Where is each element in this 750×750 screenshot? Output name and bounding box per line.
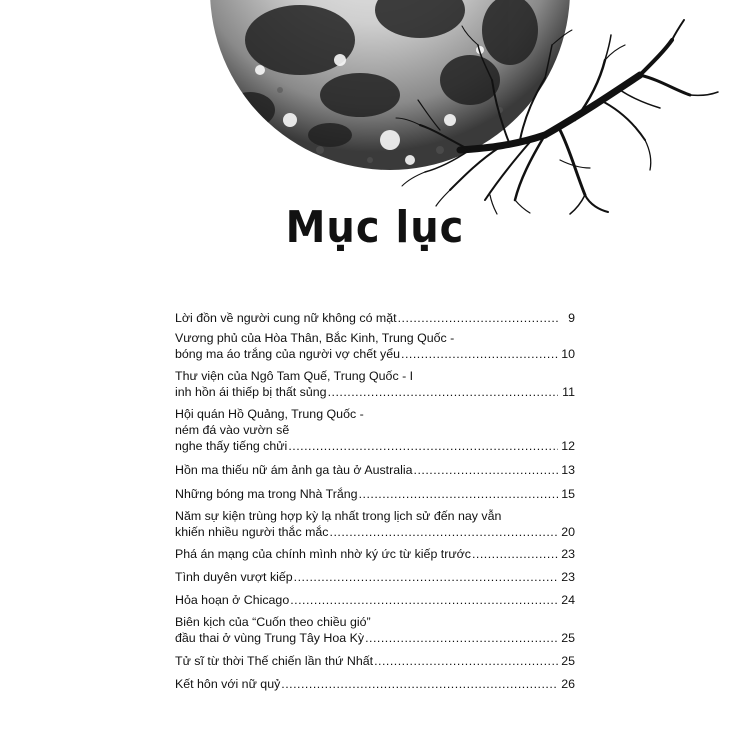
toc-entry-title-line: đầu thai ở vùng Trung Tây Hoa Kỳ bbox=[175, 631, 365, 645]
toc-entry-last-line bbox=[175, 524, 575, 540]
toc-page-number: 24 bbox=[561, 593, 575, 607]
toc-entry-title-line: Hội quán Hồ Quảng, Trung Quốc - bbox=[175, 407, 364, 421]
toc-entry-title-line: Biên kịch của “Cuốn theo chiều gió” bbox=[175, 615, 371, 629]
dot-leader bbox=[330, 524, 559, 540]
toc-entry-title-line: Hồn ma thiếu nữ ám ảnh ga tàu ở Australia bbox=[175, 463, 413, 477]
toc-page-number: 15 bbox=[561, 487, 575, 501]
toc-entry bbox=[175, 653, 575, 669]
toc-entry bbox=[175, 569, 575, 585]
toc-entry bbox=[175, 310, 575, 326]
dot-leader bbox=[328, 384, 558, 400]
moon-and-branch-illustration bbox=[0, 0, 750, 215]
toc-entry-title-line: bóng ma áo trắng của người vợ chết yểu bbox=[175, 347, 400, 361]
dot-leader bbox=[288, 438, 558, 454]
toc-page-number: 11 bbox=[562, 385, 575, 399]
toc-page-number: 25 bbox=[561, 654, 575, 668]
toc-entry-last-line bbox=[175, 384, 575, 400]
dot-leader bbox=[398, 310, 558, 326]
dot-leader bbox=[472, 546, 558, 562]
toc-entry-title-line: Kết hôn với nữ quỷ bbox=[175, 677, 281, 691]
dot-leader bbox=[374, 653, 558, 669]
toc-entry bbox=[175, 508, 575, 540]
toc-entry bbox=[175, 486, 575, 502]
toc-entry-title-line: ném đá vào vườn sẽ bbox=[175, 423, 290, 437]
toc-entry-title-line: Tình duyên vượt kiếp bbox=[175, 570, 293, 584]
toc-page-number: 26 bbox=[561, 677, 575, 691]
toc-entry-title-line: Phá án mạng của chính mình nhờ ký ức từ kiếp trước bbox=[175, 547, 471, 561]
page-title: Mục lục bbox=[285, 203, 465, 253]
toc-entry-last-line bbox=[175, 310, 575, 326]
dot-leader bbox=[359, 486, 558, 502]
toc-page-number: 12 bbox=[561, 439, 575, 453]
toc-page-number: 9 bbox=[568, 311, 575, 325]
toc-entry-last-line bbox=[175, 676, 575, 692]
toc-page-number: 25 bbox=[561, 631, 575, 645]
toc-entry bbox=[175, 676, 575, 692]
toc-entry-title-line: Những bóng ma trong Nhà Trắng bbox=[175, 487, 358, 501]
toc-entry-title-line: Thư viện của Ngô Tam Quế, Trung Quốc - I bbox=[175, 369, 414, 383]
toc-page-number: 20 bbox=[561, 525, 575, 539]
toc-page-number: 23 bbox=[561, 570, 575, 584]
toc-page-number: 23 bbox=[561, 547, 575, 561]
toc-entry-last-line bbox=[175, 569, 575, 585]
toc-entry bbox=[175, 546, 575, 562]
toc-entry-title-line: khiến nhiều người thắc mắc bbox=[175, 525, 329, 539]
dot-leader bbox=[290, 592, 558, 608]
dot-leader bbox=[414, 462, 558, 478]
toc-entry-last-line bbox=[175, 438, 575, 454]
toc-entry bbox=[175, 592, 575, 608]
toc-entry bbox=[175, 330, 575, 362]
dot-leader bbox=[401, 346, 558, 362]
dot-leader bbox=[294, 569, 558, 585]
toc-entry-last-line bbox=[175, 486, 575, 502]
toc-entry-title-line: Lời đồn về người cung nữ không có mặt bbox=[175, 311, 397, 325]
toc-entry bbox=[175, 406, 575, 454]
toc-entry bbox=[175, 368, 575, 400]
toc-entry-last-line bbox=[175, 592, 575, 608]
toc-entry bbox=[175, 462, 575, 478]
toc-entry bbox=[175, 614, 575, 646]
toc-entry-title-line: inh hồn ái thiếp bị thất sủng bbox=[175, 385, 327, 399]
toc-entry-last-line bbox=[175, 546, 575, 562]
toc-entry-last-line bbox=[175, 630, 575, 646]
toc-entry-title-line: Vương phủ của Hòa Thân, Bắc Kinh, Trung Quốc - bbox=[175, 331, 455, 345]
toc-entry-last-line bbox=[175, 346, 575, 362]
toc-page-number: 13 bbox=[561, 463, 575, 477]
toc-entry-last-line bbox=[175, 462, 575, 478]
toc-entry-title-line: nghe thấy tiếng chửi bbox=[175, 439, 288, 453]
toc-entry-title-line: Tử sĩ từ thời Thế chiến lần thứ Nhất bbox=[175, 654, 374, 668]
toc-page-number: 10 bbox=[561, 347, 575, 361]
dot-leader bbox=[281, 676, 558, 692]
toc-entry-title-line: Hỏa hoạn ở Chicago bbox=[175, 593, 290, 607]
dot-leader bbox=[365, 630, 558, 646]
toc-entry-last-line bbox=[175, 653, 575, 669]
toc-entry-title-line: Năm sự kiện trùng hợp kỳ lạ nhất trong lịch sử đến nay vẫn bbox=[175, 509, 502, 523]
